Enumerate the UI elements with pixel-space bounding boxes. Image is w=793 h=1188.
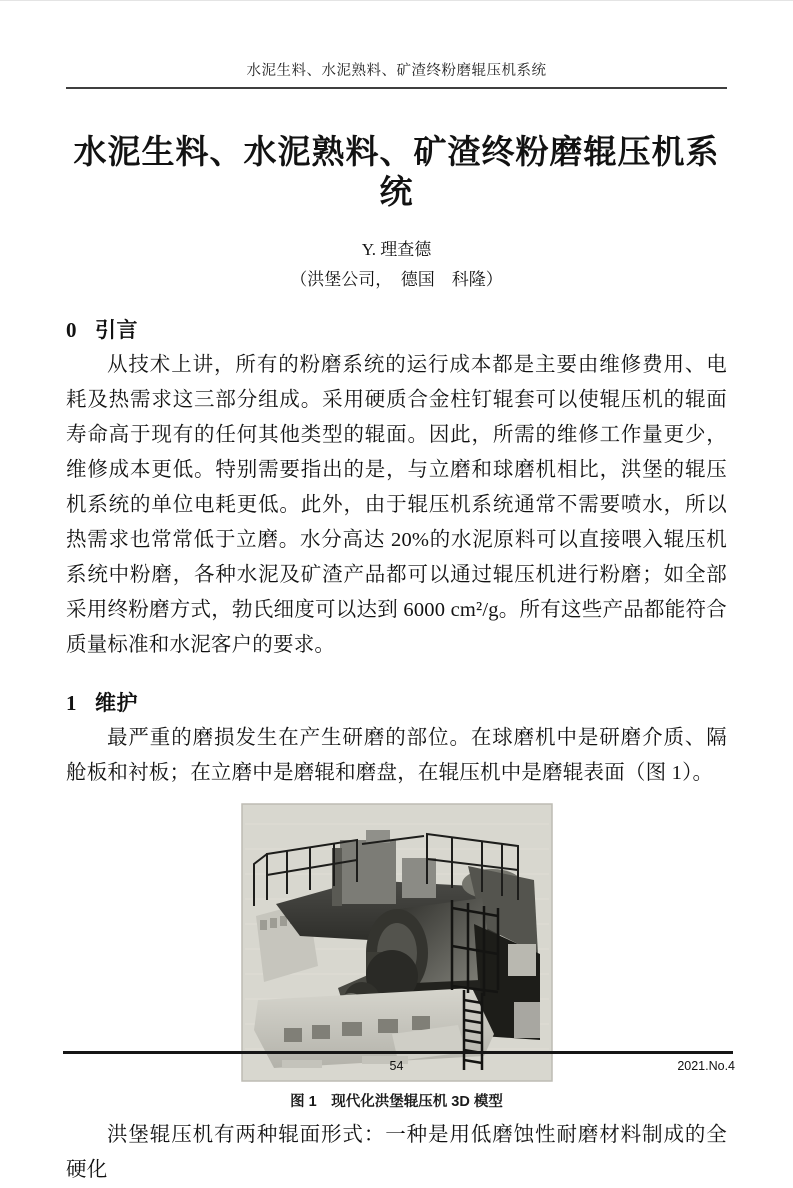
section-number: 0 (66, 318, 77, 343)
footer-rule (63, 1051, 733, 1054)
journal-issue: 2021.No.4 (677, 1059, 735, 1073)
section-heading-maintenance (66, 687, 727, 717)
author: Y. 理查德 (361, 240, 432, 260)
section-heading-introduction (66, 314, 727, 344)
section-title: 引言 (95, 319, 138, 343)
figure-caption: 图 1 现代化洪堡辊压机 3D 模型 (290, 1094, 503, 1111)
roller-press-3d-model-image (242, 804, 552, 1081)
section-number: 1 (66, 691, 77, 716)
paragraph-introduction: 从技术上讲，所有的粉磨系统的运行成本都是主要由维修费用、电耗及热需求这三部分组成。采用硬质合金柱钉辊套可以使辊压机的辊面寿命高于现有的任何其他类型的辊面。因此，所需的维修工作量更少，维修成本更低。特别需要指出的是，与立磨和球磨机相比，洪堡的辊压机系统的单位电耗更低。此外，由于辊压机系统通常不需要喷水，所以热需求也常常低于立磨。水分高达 20%的水泥原料可以直接喂入辊压机系统中粉磨，各种水泥及矿渣产品都可以通过辊压机进行粉磨；如全部采用终粉磨方式，勃氏细度可以达到 6000 cm²/g。所有这些产品都能符合质量标准和水泥客户的要求。 (66, 354, 727, 657)
page-content (0, 1, 793, 1188)
paragraph-continuation: 洪堡辊压机有两种辊面形式：一种是用低磨蚀性耐磨材料制成的全硬化 (66, 1124, 727, 1182)
document-title: 水泥生料、水泥熟料、矿渣终粉磨辊压机系统 (73, 135, 720, 211)
page-number: 54 (389, 1059, 404, 1073)
paragraph-maintenance: 最严重的磨损发生在产生研磨的部位。在球磨机中是研磨介质、隔舱板和衬板；在立磨中是磨辊和磨盘，在辊压机中是磨辊表面（图 1）。 (66, 727, 727, 785)
header-rule (66, 87, 727, 89)
running-header: 水泥生料、水泥熟料、矿渣终粉磨辊压机系统 (246, 63, 547, 79)
affiliation: （洪堡公司， 德国 科隆） (290, 270, 503, 290)
section-title: 维护 (95, 692, 138, 716)
